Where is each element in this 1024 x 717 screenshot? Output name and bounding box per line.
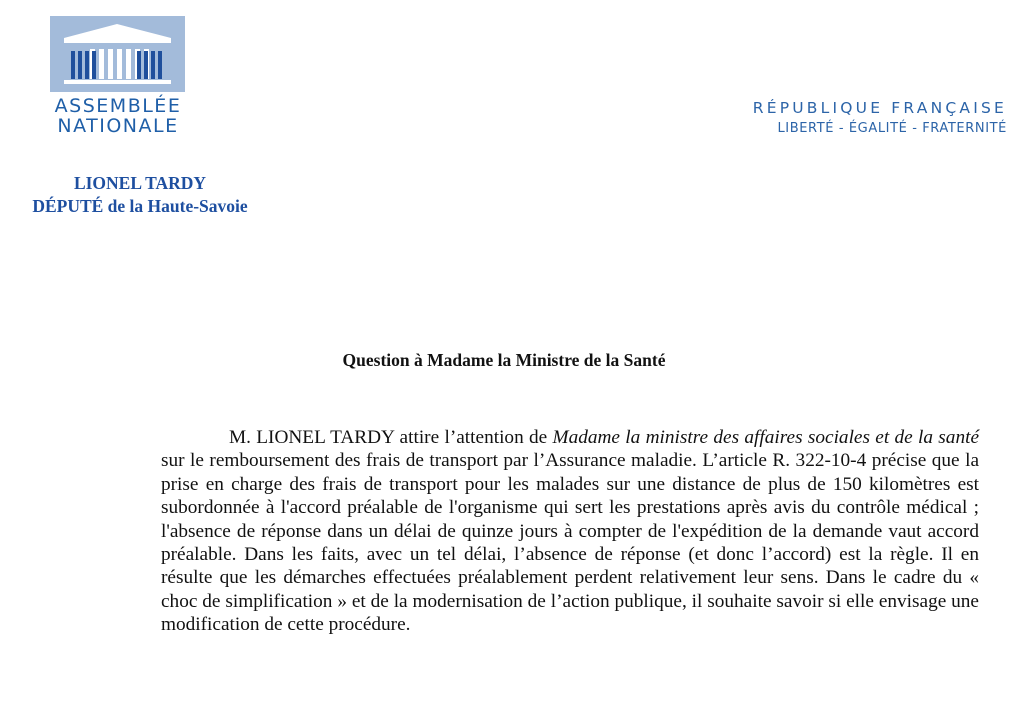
republique-header bbox=[753, 98, 1007, 140]
republique-francaise: RÉPUBLIQUE FRANÇAISE bbox=[752, 99, 1007, 117]
body-addressee: Madame la ministre des affaires sociales et de la santé bbox=[552, 427, 980, 448]
question-title: Question à Madame la Ministre de la Santé bbox=[342, 350, 666, 370]
deputy-block bbox=[8, 172, 272, 218]
devise: LIBERTÉ - ÉGALITÉ - FRATERNITÉ bbox=[777, 121, 1007, 136]
body-part-2: sur le remboursement des frais de transport par l’Assurance maladie. L’article R. 322-10-4 précise que la prise en charge des frais de transport pour les malades sur une distance de plus de 150 kilomètres est subordonnée à l'accord préalable de l'organisme qui sert les prestations après avis du contrôle médical ; l'absence de réponse dans un délai de quinze jours à compter de l'expédition de la demande vaut accord préalable. Dans les faits, avec un tel délai, l’absence de réponse (et donc l’accord) est la règle. Il en résulte que les démarches effectuées préalablement perdent relativement leur sens. Dans le cadre du « choc de simplification » et de la modernisation de l’action publique, il souhaite savoir si elle envisage une modification de cette procédure. bbox=[161, 450, 979, 636]
assemblee-building-icon bbox=[50, 16, 185, 92]
logo-line-assemblee: ASSEMBLÉE bbox=[54, 95, 182, 117]
question-body bbox=[161, 426, 979, 637]
page-title bbox=[0, 350, 1024, 371]
body-part-1: M. LIONEL TARDY attire l’attention de bbox=[229, 427, 553, 448]
assemblee-nationale-logo bbox=[50, 16, 186, 140]
logo-line-nationale: NATIONALE bbox=[57, 115, 179, 137]
deputy-title: DÉPUTÉ de la Haute-Savoie bbox=[32, 196, 248, 216]
deputy-name: LIONEL TARDY bbox=[73, 173, 207, 193]
